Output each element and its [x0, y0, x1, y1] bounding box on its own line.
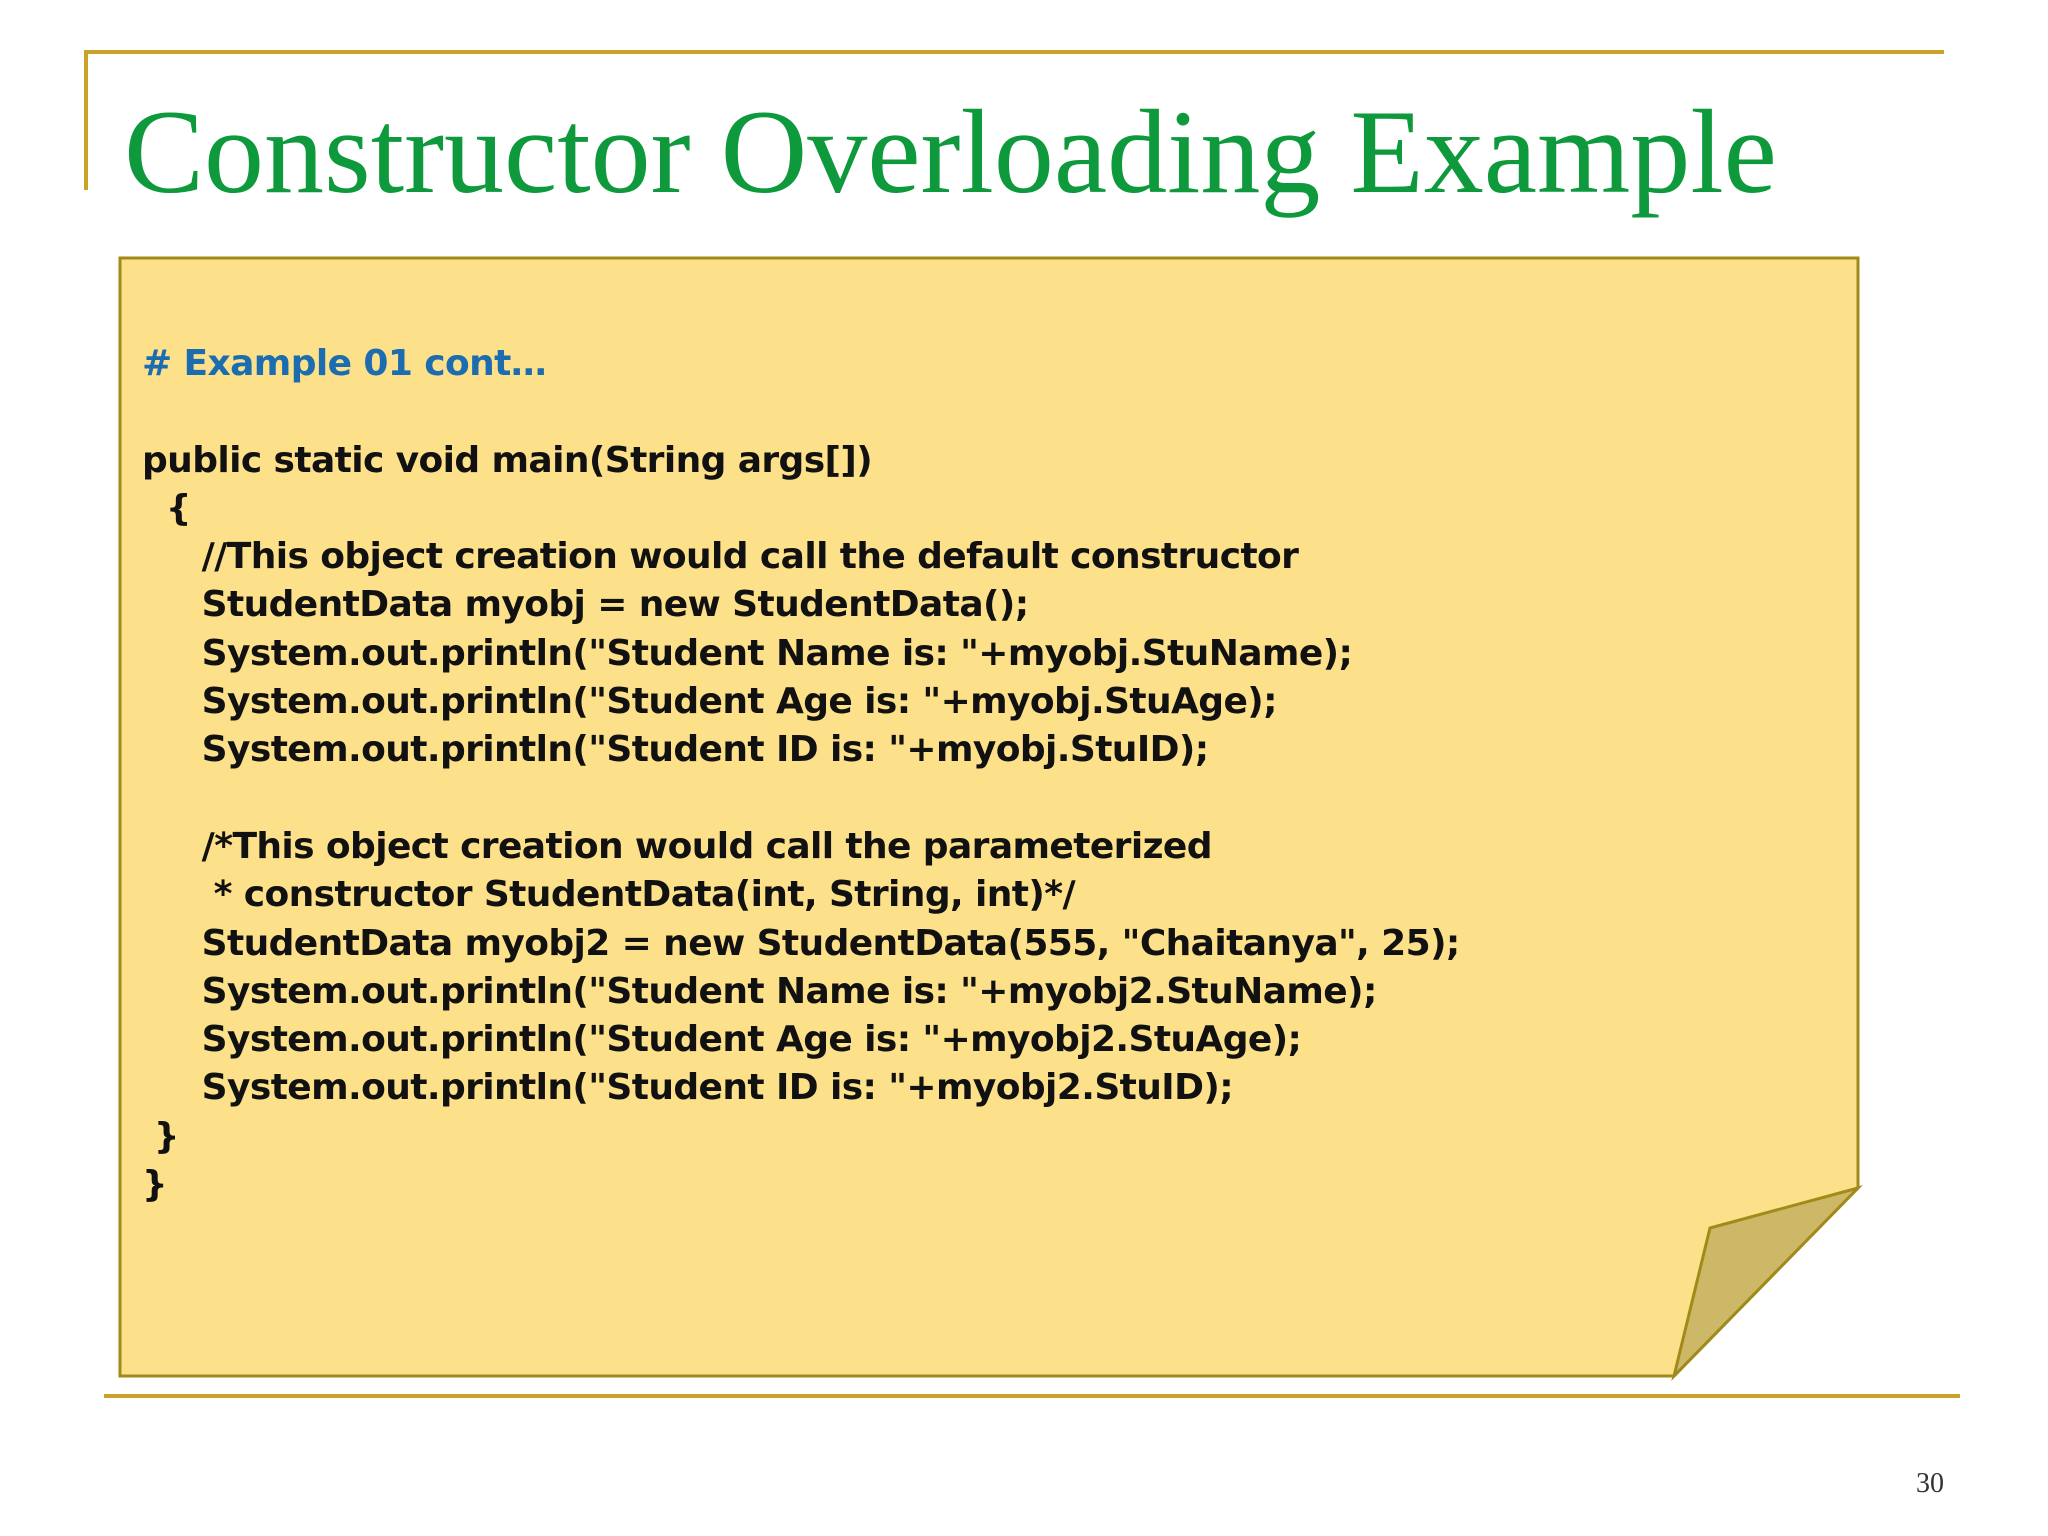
- code-line-print-name: System.out.println("Student Name is: "+myobj.StuName);: [142, 632, 1353, 674]
- code-line-print-age-2: System.out.println("Student Age is: "+myobj2.StuAge);: [142, 1019, 1302, 1061]
- code-line-main-signature: public static void main(String args[]): [142, 439, 873, 481]
- code-line-print-id: System.out.println("Student ID is: "+myobj.StuID);: [142, 729, 1209, 771]
- code-line-print-id-2: System.out.println("Student ID is: "+myobj2.StuID);: [142, 1067, 1234, 1109]
- code-line-close-brace-outer: }: [142, 1164, 168, 1206]
- code-line-print-name-2: System.out.println("Student Name is: "+myobj2.StuName);: [142, 970, 1377, 1012]
- code-line-header: # Example 01 cont…: [142, 343, 547, 384]
- code-line-new-myobj2: StudentData myobj2 = new StudentData(555, "Chaitanya", 25);: [142, 922, 1460, 964]
- code-line-open-brace: {: [142, 487, 191, 529]
- code-line-blank: [142, 775, 1822, 823]
- slide-frame-bottom-rule: [104, 1394, 1960, 1398]
- slide-title: Constructor Overloading Example: [124, 85, 1777, 218]
- code-line-comment-param-1: /*This object creation would call the parameterized: [142, 825, 1212, 867]
- code-block: [142, 340, 1822, 1209]
- page-number: 30: [1916, 1468, 1944, 1499]
- code-line-comment-default: //This object creation would call the default constructor: [142, 536, 1299, 578]
- code-line-print-age: System.out.println("Student Age is: "+myobj.StuAge);: [142, 681, 1277, 723]
- code-line-blank: [142, 388, 1822, 436]
- code-line-close-brace-inner: }: [142, 1115, 179, 1157]
- code-line-new-myobj: StudentData myobj = new StudentData();: [142, 584, 1029, 626]
- code-line-comment-param-2: * constructor StudentData(int, String, int)*/: [142, 874, 1075, 916]
